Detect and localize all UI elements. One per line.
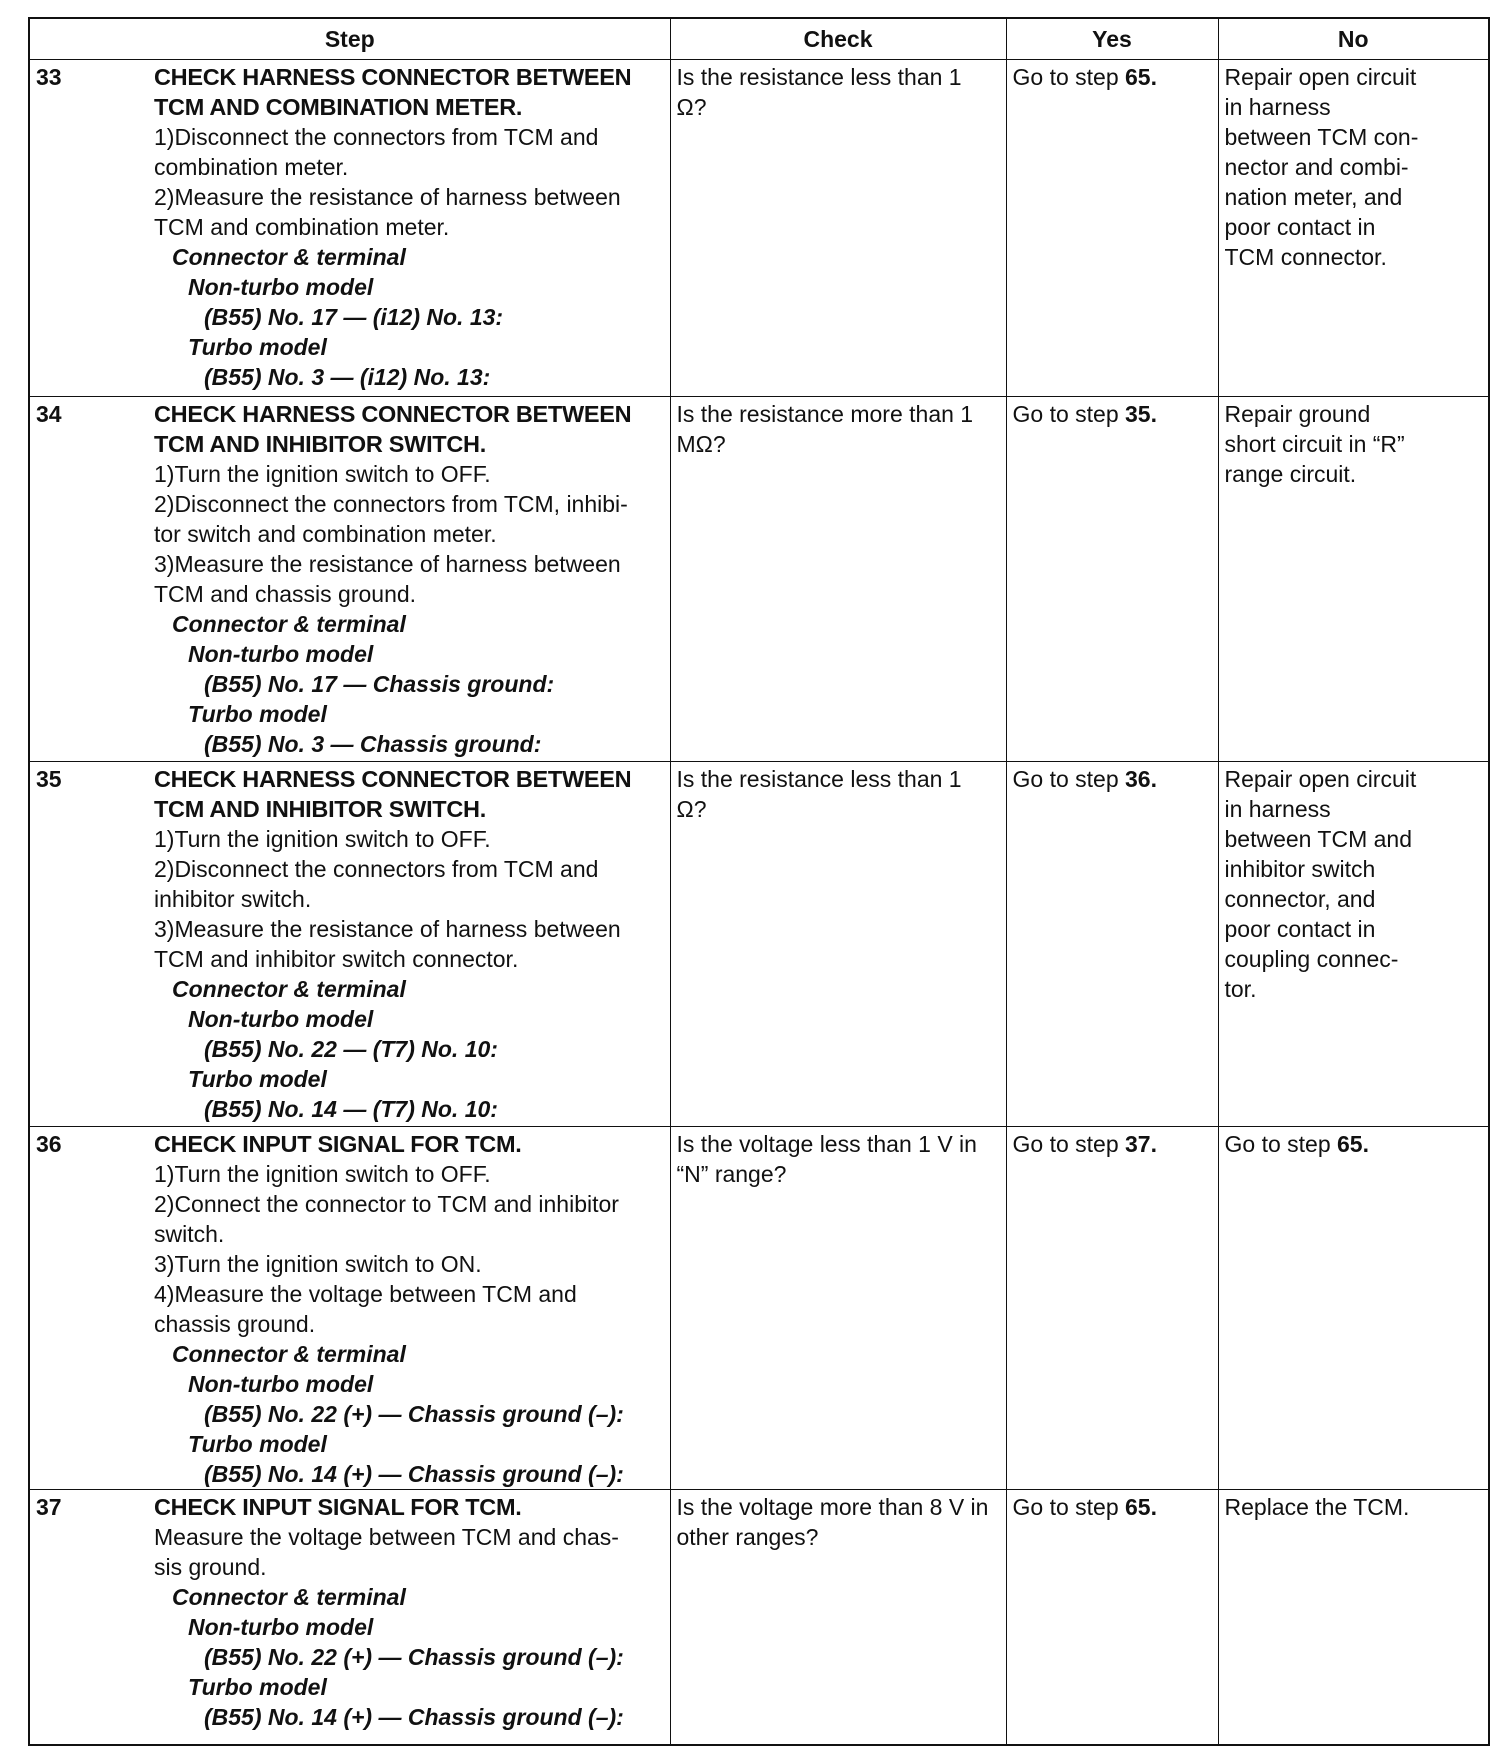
model-label: Turbo model (188, 334, 327, 360)
step-instruction: TCM and combination meter. (154, 214, 450, 240)
check-text: MΩ? (676, 431, 726, 457)
header-no: No (1218, 18, 1489, 60)
check-text: other ranges? (676, 1524, 819, 1550)
no-text: in harness (1224, 94, 1331, 120)
yes-text: Go to step (1012, 1494, 1126, 1520)
step-instruction: combination meter. (154, 154, 349, 180)
model-label: Turbo model (188, 1066, 327, 1092)
step-instruction: sis ground. (154, 1554, 267, 1580)
table-row (29, 1127, 1489, 1490)
step-instruction: 2)Measure the resistance of harness between (154, 184, 621, 210)
check-text: Is the resistance more than 1 (676, 401, 974, 427)
step-title: TCM AND INHIBITOR SWITCH. (154, 796, 486, 822)
no-text: Repair ground (1224, 401, 1371, 427)
terminal-spec: (B55) No. 22 — (T7) No. 10: (204, 1036, 498, 1062)
yes-cell (1006, 397, 1218, 762)
check-text: Is the resistance less than 1 (676, 766, 962, 792)
no-cell (1218, 762, 1489, 1127)
step-instruction: 1)Turn the ignition switch to OFF. (154, 461, 491, 487)
no-text: nector and combi- (1224, 154, 1409, 180)
step-title: CHECK HARNESS CONNECTOR BETWEEN (154, 64, 632, 90)
connector-label: Connector & terminal (172, 244, 406, 270)
no-cell (1218, 1127, 1489, 1490)
no-text: Replace the TCM. (1224, 1494, 1410, 1520)
step-instruction: 3)Measure the resistance of harness between (154, 916, 621, 942)
model-label: Non-turbo model (188, 1006, 374, 1032)
terminal-spec: (B55) No. 3 — Chassis ground: (204, 731, 542, 757)
step-instruction: TCM and inhibitor switch connector. (154, 946, 519, 972)
connector-label: Connector & terminal (172, 976, 406, 1002)
no-cell (1218, 60, 1489, 397)
step-cell (29, 762, 670, 1127)
step-instruction: TCM and chassis ground. (154, 581, 417, 607)
yes-text: Go to step (1012, 64, 1126, 90)
step-instruction: switch. (154, 1221, 225, 1247)
yes-text: Go to step (1012, 401, 1126, 427)
yes-step-number: 65. (1125, 1494, 1157, 1520)
step-title: CHECK INPUT SIGNAL FOR TCM. (154, 1494, 522, 1520)
no-text: range circuit. (1224, 461, 1357, 487)
model-label: Turbo model (188, 1431, 327, 1457)
model-label: Non-turbo model (188, 1614, 374, 1640)
connector-label: Connector & terminal (172, 1584, 406, 1610)
check-text: Ω? (676, 94, 707, 120)
no-text: between TCM con- (1224, 124, 1419, 150)
step-instruction: 1)Turn the ignition switch to OFF. (154, 826, 491, 852)
terminal-spec: (B55) No. 14 — (T7) No. 10: (204, 1096, 498, 1122)
table-row (29, 60, 1489, 397)
no-step-number: 65. (1337, 1131, 1369, 1157)
yes-text: Go to step (1012, 1131, 1126, 1157)
terminal-spec: (B55) No. 22 (+) — Chassis ground (–): (204, 1644, 624, 1670)
no-text: coupling connec- (1224, 946, 1399, 972)
no-text: between TCM and (1224, 826, 1413, 852)
check-cell (670, 60, 1006, 397)
yes-step-number: 37. (1125, 1131, 1157, 1157)
step-instruction: 2)Connect the connector to TCM and inhibitor (154, 1191, 619, 1217)
step-cell (29, 397, 670, 762)
header-step: Step (29, 18, 670, 60)
check-text: Is the voltage less than 1 V in (676, 1131, 977, 1157)
check-text: “N” range? (676, 1161, 787, 1187)
terminal-spec: (B55) No. 3 — (i12) No. 13: (204, 364, 491, 390)
no-text: connector, and (1224, 886, 1376, 912)
step-title: TCM AND COMBINATION METER. (154, 94, 523, 120)
yes-step-number: 65. (1125, 64, 1157, 90)
check-cell (670, 1490, 1006, 1745)
no-text: tor. (1224, 976, 1257, 1002)
no-text: poor contact in (1224, 916, 1376, 942)
no-text: Go to step (1224, 1131, 1338, 1157)
no-text: short circuit in “R” (1224, 431, 1405, 457)
step-instruction: Measure the voltage between TCM and chas- (154, 1524, 619, 1550)
step-cell (29, 1127, 670, 1490)
connector-label: Connector & terminal (172, 611, 406, 637)
step-instruction: chassis ground. (154, 1311, 316, 1337)
step-instruction: 2)Disconnect the connectors from TCM, inhibi- (154, 491, 628, 517)
no-text: in harness (1224, 796, 1331, 822)
yes-text: Go to step (1012, 766, 1126, 792)
model-label: Turbo model (188, 1674, 327, 1700)
diagnostic-table (28, 17, 1490, 1746)
model-label: Non-turbo model (188, 1371, 374, 1397)
step-instruction: tor switch and combination meter. (154, 521, 497, 547)
step-title: TCM AND INHIBITOR SWITCH. (154, 431, 486, 457)
check-cell (670, 762, 1006, 1127)
header-check: Check (670, 18, 1006, 60)
check-text: Is the voltage more than 8 V in (676, 1494, 989, 1520)
table-row (29, 397, 1489, 762)
step-number: 36 (36, 1131, 62, 1157)
step-number: 37 (36, 1494, 62, 1520)
step-instruction: inhibitor switch. (154, 886, 312, 912)
step-cell (29, 1490, 670, 1745)
terminal-spec: (B55) No. 14 (+) — Chassis ground (–): (204, 1461, 624, 1487)
step-title: CHECK HARNESS CONNECTOR BETWEEN (154, 401, 632, 427)
yes-cell (1006, 1127, 1218, 1490)
connector-label: Connector & terminal (172, 1341, 406, 1367)
step-instruction: 1)Disconnect the connectors from TCM and (154, 124, 599, 150)
no-text: Repair open circuit (1224, 766, 1417, 792)
no-text: TCM connector. (1224, 244, 1387, 270)
step-instruction: 2)Disconnect the connectors from TCM and (154, 856, 599, 882)
no-text: inhibitor switch (1224, 856, 1376, 882)
no-text: nation meter, and (1224, 184, 1403, 210)
model-label: Non-turbo model (188, 641, 374, 667)
step-cell (29, 60, 670, 397)
no-text: poor contact in (1224, 214, 1376, 240)
step-number: 33 (36, 64, 62, 90)
step-instruction: 3)Turn the ignition switch to ON. (154, 1251, 482, 1277)
header-yes: Yes (1006, 18, 1218, 60)
step-title: CHECK HARNESS CONNECTOR BETWEEN (154, 766, 632, 792)
step-instruction: 4)Measure the voltage between TCM and (154, 1281, 577, 1307)
terminal-spec: (B55) No. 14 (+) — Chassis ground (–): (204, 1704, 624, 1730)
terminal-spec: (B55) No. 17 — Chassis ground: (204, 671, 555, 697)
yes-cell (1006, 762, 1218, 1127)
no-cell (1218, 1490, 1489, 1745)
model-label: Non-turbo model (188, 274, 374, 300)
terminal-spec: (B55) No. 17 — (i12) No. 13: (204, 304, 504, 330)
step-number: 34 (36, 401, 62, 427)
yes-cell (1006, 1490, 1218, 1745)
yes-cell (1006, 60, 1218, 397)
yes-step-number: 36. (1125, 766, 1157, 792)
table-row (29, 1490, 1489, 1745)
check-text: Is the resistance less than 1 (676, 64, 962, 90)
no-text: Repair open circuit (1224, 64, 1417, 90)
step-number: 35 (36, 766, 62, 792)
check-cell (670, 1127, 1006, 1490)
step-instruction: 1)Turn the ignition switch to OFF. (154, 1161, 491, 1187)
terminal-spec: (B55) No. 22 (+) — Chassis ground (–): (204, 1401, 624, 1427)
no-cell (1218, 397, 1489, 762)
check-cell (670, 397, 1006, 762)
yes-step-number: 35. (1125, 401, 1157, 427)
header-row (29, 18, 1489, 60)
step-title: CHECK INPUT SIGNAL FOR TCM. (154, 1131, 522, 1157)
step-instruction: 3)Measure the resistance of harness between (154, 551, 621, 577)
check-text: Ω? (676, 796, 707, 822)
model-label: Turbo model (188, 701, 327, 727)
table-row (29, 762, 1489, 1127)
